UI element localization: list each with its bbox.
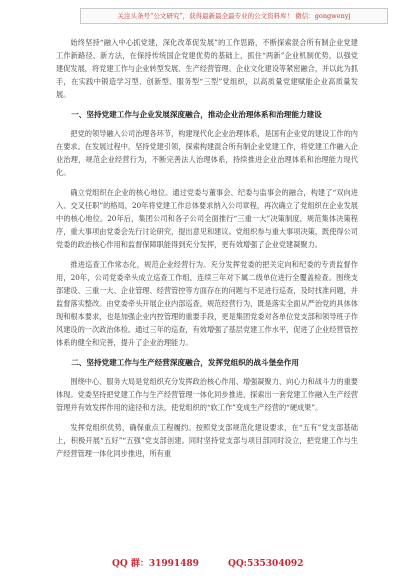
intro-paragraph: 始终坚持“融入中心抓党建，深化改革促发展”的工作思路，不断探索混合所有制企业党建工作新路径、新方法，在保持传统国企党建优势的基础上，抓住“两新”企业机制优势，以强党建促发展，将党建工作与企业转型发展、生产经营管理、企业文化建设等紧密融合，并以此为抓手，在实践中锻造学习型、创新型、服务型“三型”党组织，以高质量党建赋能企业高质量发展。: [56, 38, 358, 99]
header-banner: [80, 8, 388, 24]
section-heading-2: 二、坚持党建工作与生产经营深度融合，发挥党组织的战斗堡垒作用: [71, 358, 299, 367]
body-paragraph: 把党的领导融入公司治理各环节，构建现代化企业治理体系，是国有企业党的建设工作的内在要求。在发展过程中，坚持党建引领，探索构建混合所有制企业党建工作，将党建工作融入企业治理，规范企业经营行为，不断完善法人治理体系，持续推进企业治理体系和治理能力现代化。: [56, 129, 358, 177]
body-paragraph: 发挥党组织优势，确保重点工程履约。按照党支部规范化建设要求，在“五有”党支部基础上，积极开展“五好”“五强”党支部创建。同时坚持党支部与项目部同时设立，把党建工作与生产经营管理一体化同步推进，所有重: [56, 423, 358, 458]
contact-footer: [0, 556, 408, 572]
body-paragraph: 确立党组织在企业的核心地位。通过党委与董事会、纪委与监事会的融合，构建了“双向进入、交叉任职”的格局，20年将党建工作总体要求纳入公司章程，再次确立了党组织在企业发展中的核心地位。20年后，集团公司和各子公司全面推行“三重一大”决策制度，规范集体决策程序，重大事项由党委会先行讨论研究，提出意见和建议。党组织参与重大事项决策，既使得公司党委的政治核心作用和监督保障职能得到充分发挥，更有效增强了企业党建凝聚力。: [56, 188, 358, 249]
qq-group-number: QQ 群：31991489: [112, 559, 199, 569]
document-body: [56, 36, 358, 467]
body-paragraph: 推进巡查工作常态化，规范企业经营行为。充分发挥党委的把关定向和纪委的专责监督作用，20年，公司党委牵头成立巡查工作组，连续三年对下属二级单位进行全覆盖检查。围绕支部建设、三重一大、企业管理、经营管控等方面存在的问题与不足进行巡查，及时找准问题，并监督落实整改。由党委牵头开展企业内部巡查，规范经营行为，既是落实全面从严治党的具体体现和根本要求，也是加强企业内控管理的重要手段，更是集团党委对各单位党支部和领导班子作风建设的一次政治体检。通过三年的巡查，有效增强了基层党建工作水平，促进了企业经营管控体系的健全和完善，提升了企业治理能力。: [56, 260, 358, 347]
header-banner-text: 关注头条号“公文研究”，获得最新最全最专业的公文资料库！ 微信：gongwenyj: [117, 12, 351, 20]
section-heading-1: 一、坚持党建工作与企业发展深度融合，推动企业治理体系和治理能力建设: [71, 110, 322, 119]
body-paragraph: 围绕中心、服务大局是党组织充分发挥政治核心作用、增强凝聚力、向心力和战斗力的重要体现。党委坚持把党建工作与生产经营管理一体化同步推进，探索出一套党建工作融入生产经营管理并有效发挥作用的途径和方法，使党组织的“软工作”变成生产经营的“硬成果”。: [56, 377, 358, 412]
qq-number: QQ:535304092: [228, 559, 304, 569]
